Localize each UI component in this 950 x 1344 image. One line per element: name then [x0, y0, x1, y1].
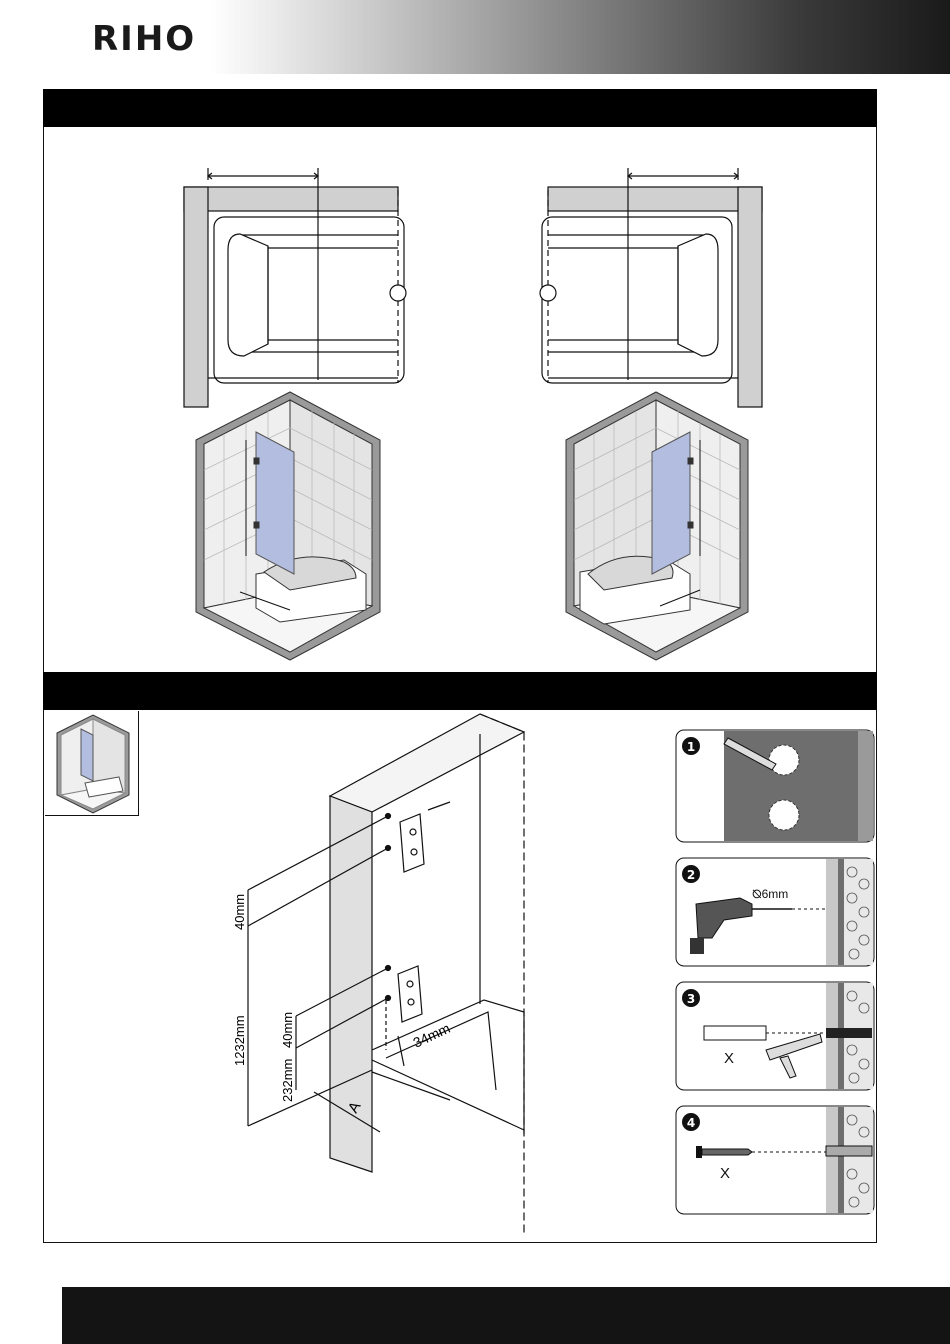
step-1-number: 1	[686, 740, 696, 754]
step-2-card	[676, 858, 874, 966]
step-3-number: 3	[686, 992, 696, 1006]
dim-edge-offset: 34mm	[410, 1019, 453, 1051]
step-4-caption: X	[720, 1165, 731, 1182]
step-1-card	[676, 730, 874, 842]
dim-top-spacing: 40mm	[232, 893, 247, 930]
footer-bar	[62, 1287, 950, 1344]
step-4-card	[676, 1106, 874, 1214]
step-2-number: 2	[686, 868, 696, 882]
dim-total-height: 1232mm	[232, 1015, 247, 1066]
drill-size-label: ⦰6mm	[752, 887, 789, 901]
wall-plug-icon	[704, 1026, 766, 1040]
riho-logo: RIHO	[92, 19, 197, 59]
step-3-caption: X	[724, 1050, 735, 1067]
step-3-card	[676, 982, 874, 1090]
dim-bottom-offset: 232mm	[280, 1058, 295, 1102]
dim-lower-spacing: 40mm	[280, 1011, 295, 1048]
dim-distance-label: A	[344, 1098, 365, 1116]
step-4-number: 4	[686, 1116, 696, 1130]
